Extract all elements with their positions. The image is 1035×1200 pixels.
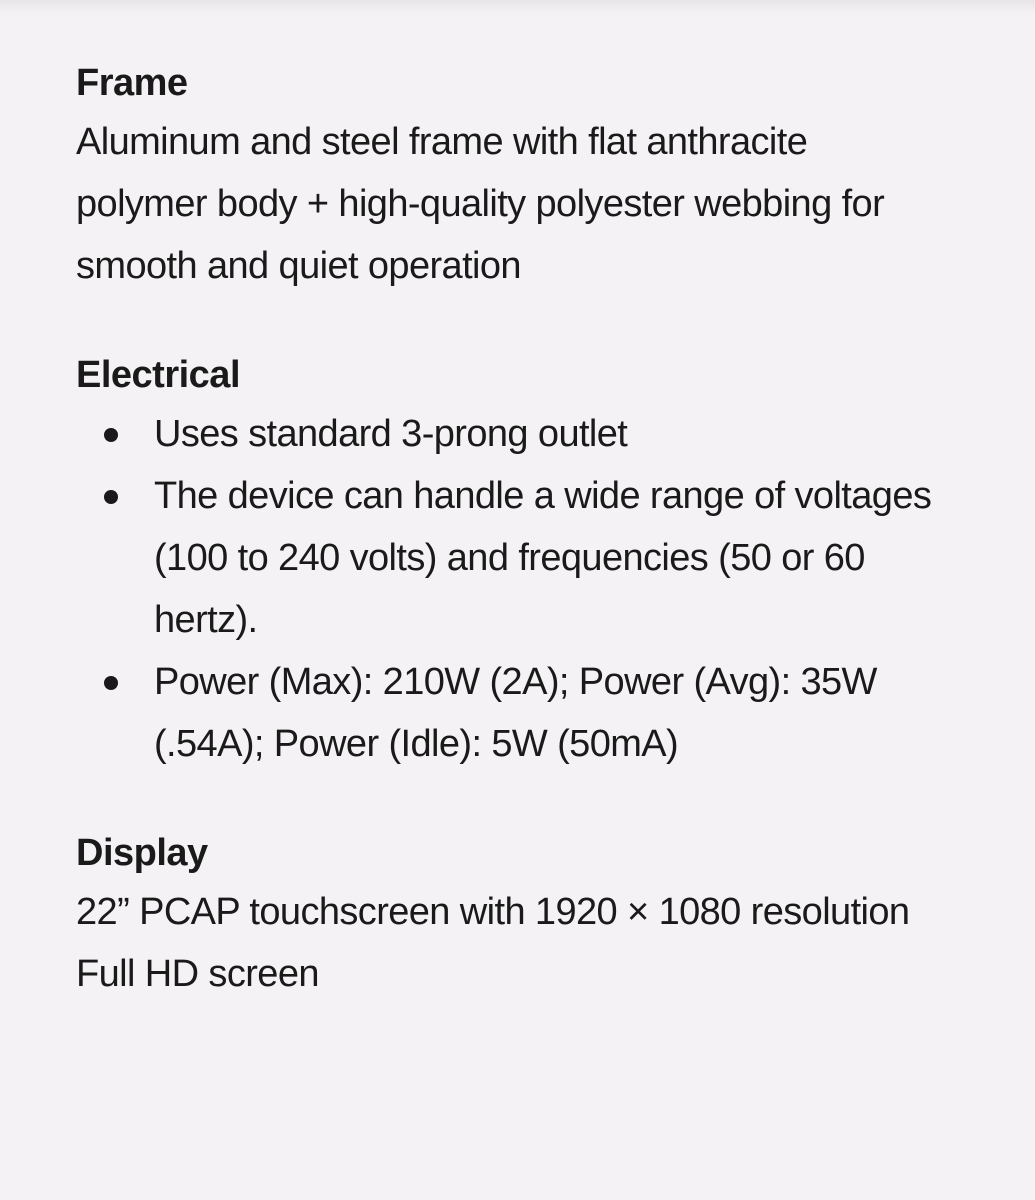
bullet-icon <box>104 490 118 504</box>
electrical-title: Electrical <box>76 354 240 396</box>
frame-description: Aluminum and steel frame with flat anthracite polymer body + high-quality polyester webbing for smooth and quiet operation <box>76 121 885 287</box>
list-item <box>76 465 954 651</box>
electrical-section <box>76 347 976 775</box>
display-description: 22” PCAP touchscreen with 1920 × 1080 resolution <box>76 891 910 933</box>
spec-content <box>76 55 976 1005</box>
list-item <box>76 651 954 775</box>
list-item-text: Power (Max): 210W (2A); Power (Avg): 35W (.54A); Power (Idle): 5W (50mA) <box>154 661 877 765</box>
bullet-icon <box>104 676 118 690</box>
list-item-text: Uses standard 3-prong outlet <box>154 413 628 455</box>
display-note: Full HD screen <box>76 953 319 995</box>
list-item <box>76 403 976 465</box>
bullet-icon <box>104 428 118 442</box>
display-title: Display <box>76 832 208 874</box>
list-item-text: The device can handle a wide range of voltages (100 to 240 volts) and frequencies (50 or 60 hertz). <box>154 475 932 641</box>
electrical-list <box>76 403 976 775</box>
frame-section <box>76 55 976 297</box>
display-section <box>76 825 976 1005</box>
top-shadow <box>0 0 1035 14</box>
frame-title: Frame <box>76 62 188 104</box>
